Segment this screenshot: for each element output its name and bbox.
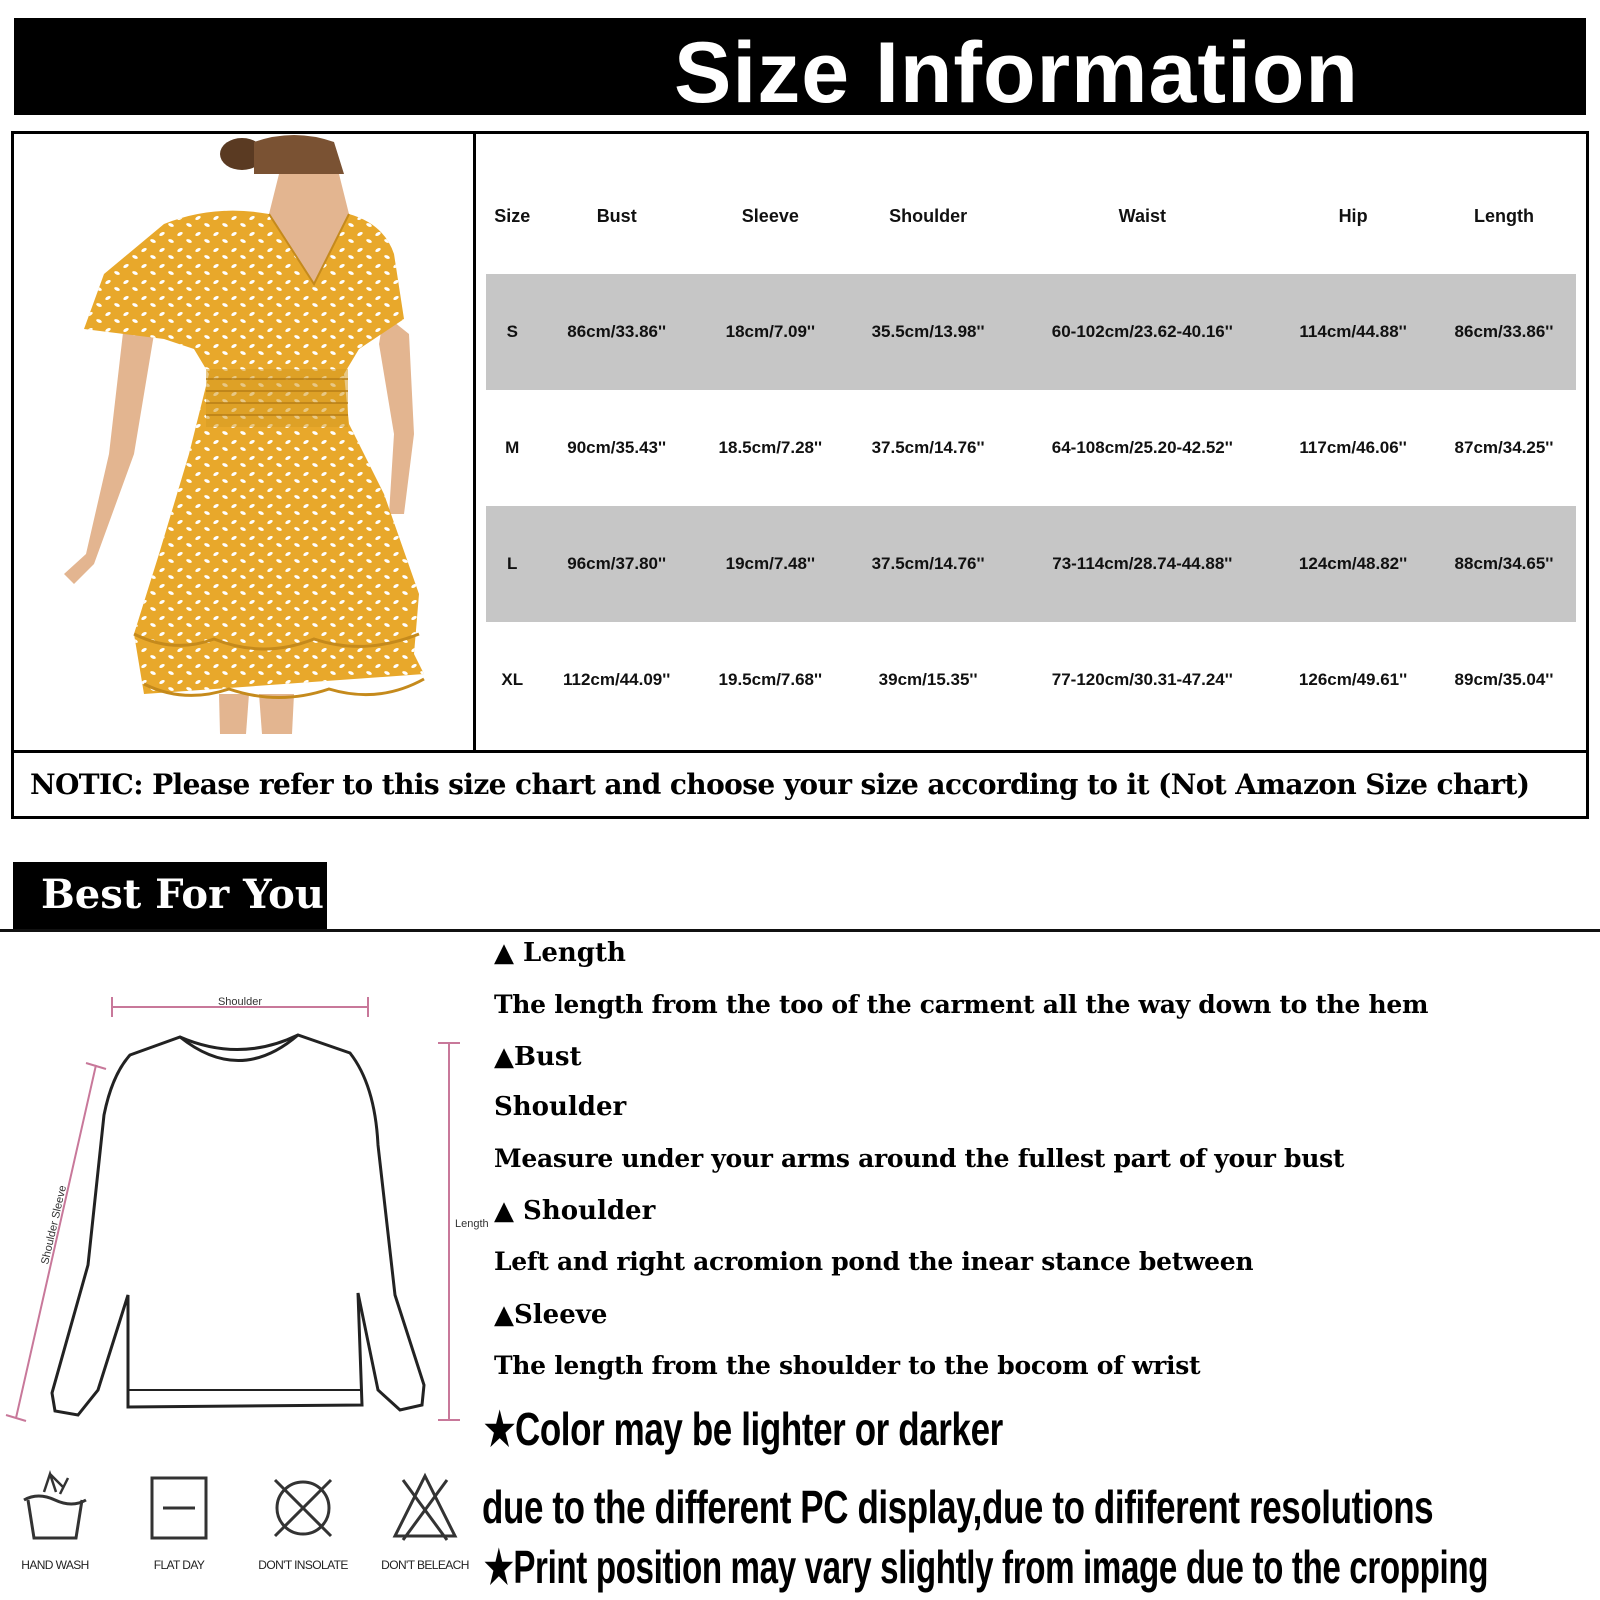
column-header: Waist <box>1118 206 1166 226</box>
care-dont-bleach <box>370 1470 480 1572</box>
care-dont-insolate <box>248 1470 358 1572</box>
hand-wash-icon <box>20 1470 90 1542</box>
table-cell: 87cm/34.25'' <box>1454 438 1554 457</box>
table-cell: 19.5cm/7.68'' <box>718 670 823 689</box>
care-label: HAND WASH <box>21 1558 89 1572</box>
print-note: ★Print position may vary slightly from image due to the cropping <box>484 1541 1489 1593</box>
bust-title: ▲Bust <box>494 1042 582 1072</box>
table-cell: 77-120cm/30.31-47.24'' <box>1051 670 1233 689</box>
table-row <box>486 390 1576 506</box>
table-cell: 37.5cm/14.76'' <box>871 438 985 457</box>
sleeve-text: The length from the shoulder to the bocom of wrist <box>494 1351 1201 1380</box>
table-cell: 126cm/49.61'' <box>1298 670 1408 689</box>
table-cell: 86cm/33.86'' <box>538 274 694 390</box>
table-cell: 35.5cm/13.98'' <box>846 274 1011 390</box>
table-cell: 19cm/7.48'' <box>695 506 846 622</box>
size-table-area <box>476 134 1586 750</box>
table-cell: M <box>505 438 520 457</box>
diagram-label-sleeve: Shoulder Sleeve <box>39 1184 70 1266</box>
table-cell: 117cm/46.06'' <box>1299 438 1407 457</box>
display-note: due to the different PC display,due to dififerent resolutions <box>482 1481 1434 1533</box>
bust-text: Measure under your arms around the fullest part of your bust <box>494 1144 1345 1173</box>
column-header: Size <box>494 206 531 226</box>
table-cell: 90cm/35.43'' <box>567 438 667 457</box>
table-cell: 39cm/15.35'' <box>878 670 978 689</box>
table-cell: 86cm/33.86'' <box>1432 274 1576 390</box>
table-header-row <box>486 159 1576 274</box>
table-cell: XL <box>501 670 524 689</box>
yellow-dress-illustration <box>14 134 476 750</box>
table-cell: L <box>486 506 538 622</box>
table-cell: 112cm/44.09'' <box>563 670 671 689</box>
table-cell: 96cm/37.80'' <box>538 506 694 622</box>
table-cell: 88cm/34.65'' <box>1432 506 1576 622</box>
dont-bleach-icon <box>389 1470 461 1542</box>
table-cell: 37.5cm/14.76'' <box>846 506 1011 622</box>
care-label: FLAT DAY <box>153 1558 205 1572</box>
table-row <box>486 506 1576 622</box>
best-for-you-title: Best For You <box>41 871 324 918</box>
column-header: Hip <box>1338 206 1368 226</box>
table-cell: 124cm/48.82'' <box>1274 506 1432 622</box>
table-cell: 73-114cm/28.74-44.88'' <box>1010 506 1274 622</box>
shoulder-title: ▲ Shoulder <box>494 1196 656 1226</box>
table-row <box>486 622 1576 738</box>
shoulder-text: Left and right acromion pond the inear stance between <box>494 1247 1254 1276</box>
product-photo <box>14 134 476 750</box>
table-row <box>486 274 1576 390</box>
section-divider <box>0 929 1600 932</box>
care-flat-dry <box>124 1470 234 1572</box>
best-for-you-banner <box>13 862 327 932</box>
length-text: The length from the too of the carment all the way down to the hem <box>494 990 1429 1019</box>
size-table <box>486 159 1576 738</box>
table-cell: S <box>486 274 538 390</box>
title-banner <box>14 18 1586 121</box>
notice-row <box>14 750 1586 816</box>
measurement-diagram <box>0 935 489 1435</box>
table-cell: 18cm/7.09'' <box>695 274 846 390</box>
color-note: ★Color may be lighter or darker <box>484 1403 1003 1455</box>
care-hand-wash <box>0 1470 110 1572</box>
sleeve-title: ▲Sleeve <box>494 1300 608 1330</box>
care-label: DON'T BELEACH <box>381 1558 469 1572</box>
column-header: Sleeve <box>741 206 799 226</box>
flat-dry-icon <box>149 1470 209 1542</box>
column-header: Length <box>1473 206 1534 226</box>
column-header: Shoulder <box>889 206 968 226</box>
size-notice: NOTIC: Please refer to this size chart and choose your size according to it (Not Amazon Size chart) <box>30 768 1530 801</box>
table-cell: 60-102cm/23.62-40.16'' <box>1010 274 1274 390</box>
size-chart <box>11 131 1589 819</box>
diagram-label-length: Length <box>455 1218 489 1230</box>
dont-insolate-icon <box>267 1470 339 1542</box>
sweater-outline <box>52 1035 424 1415</box>
table-cell: 18.5cm/7.28'' <box>718 438 823 457</box>
page-title: Size Information <box>674 25 1359 121</box>
table-cell: 64-108cm/25.20-42.52'' <box>1051 438 1233 457</box>
table-cell: 89cm/35.04'' <box>1454 670 1554 689</box>
bust-subtitle: Shoulder <box>494 1092 627 1122</box>
diagram-label-shoulder: Shoulder <box>217 996 263 1008</box>
length-title: ▲ Length <box>494 938 626 968</box>
column-header: Bust <box>596 206 637 226</box>
care-label: DON'T INSOLATE <box>258 1558 348 1572</box>
table-cell: 114cm/44.88'' <box>1274 274 1432 390</box>
